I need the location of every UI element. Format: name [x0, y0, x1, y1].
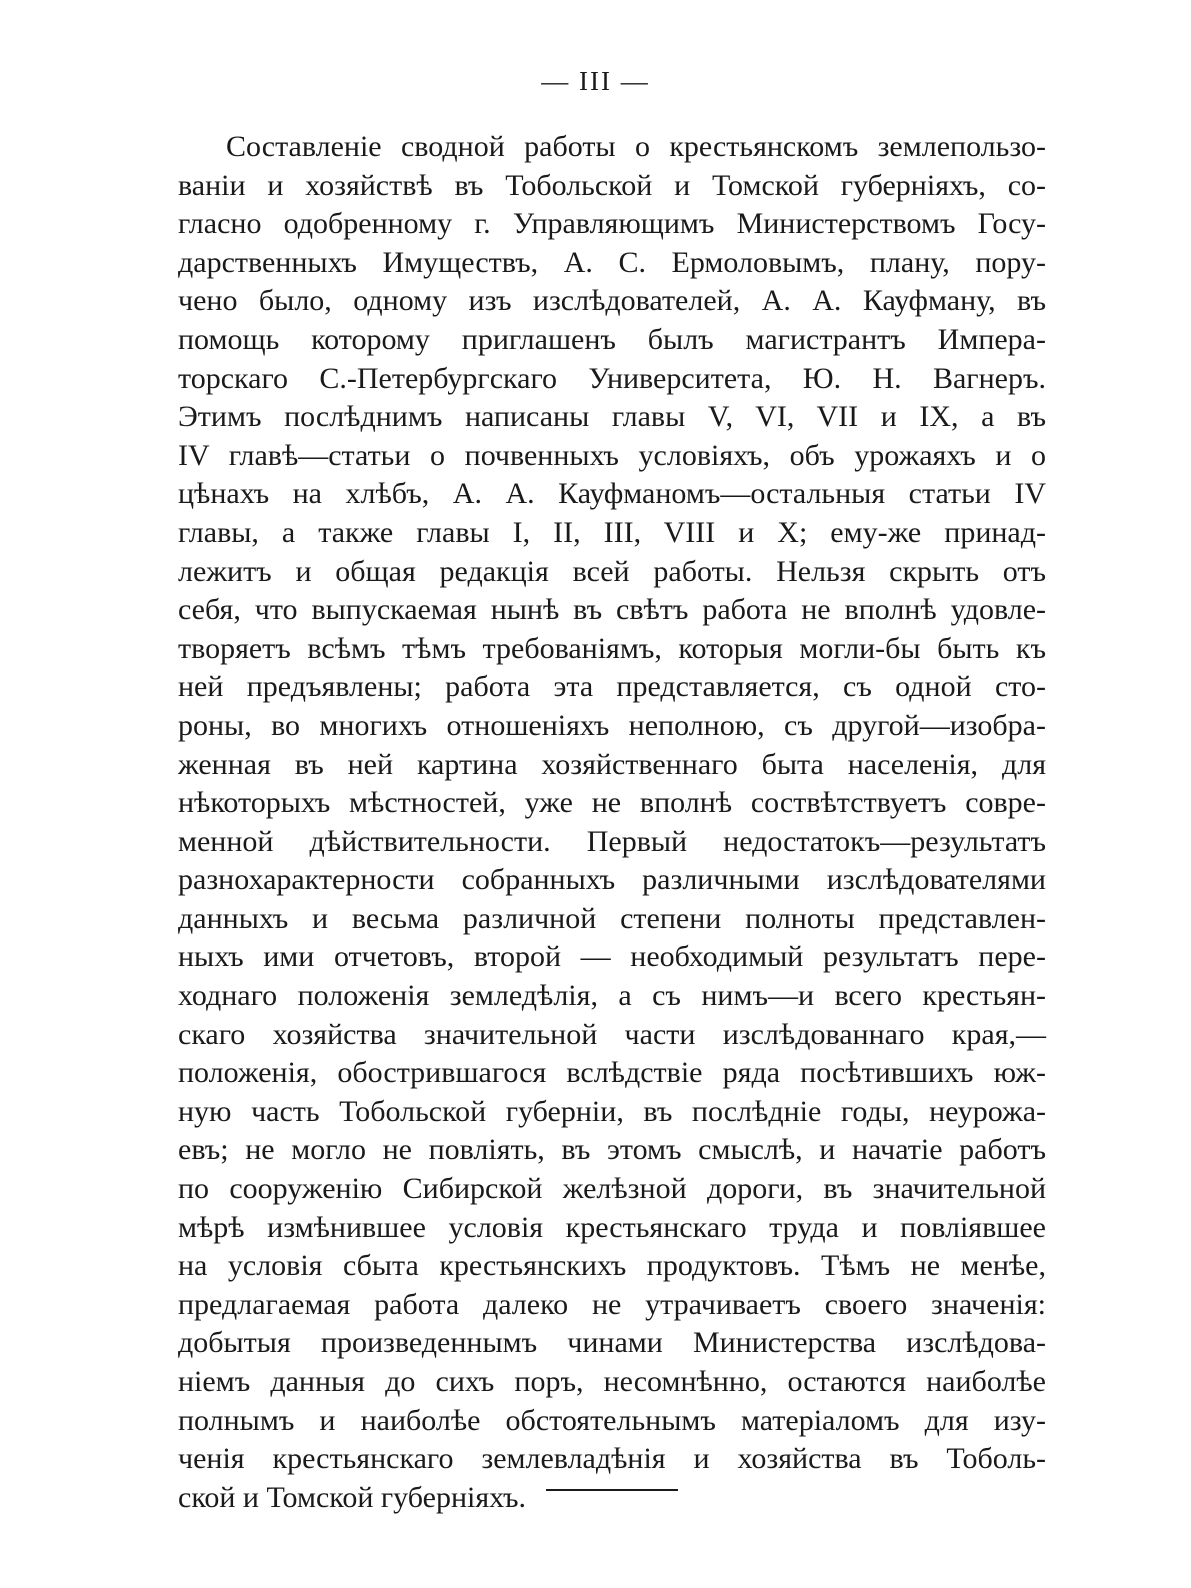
text-line: скаго хозяйства значительной части изслѣдованнаго края,—: [178, 1017, 1046, 1051]
text-line: цѣнахъ на хлѣбъ, А. А. Кауфманомъ—остальныя статьи IV: [178, 477, 1046, 511]
text-line: творяетъ всѣмъ тѣмъ требованіямъ, которыя могли-бы быть къ: [178, 631, 1046, 665]
text-line: евъ; не могло не повліять, въ этомъ смыслѣ, и начатіе работъ: [178, 1133, 1046, 1167]
text-line: данныхъ и весьма различной степени полноты представлен-: [178, 901, 1046, 935]
text-line: чено было, одному изъ изслѣдователей, А. А. Кауфману, въ: [178, 284, 1046, 318]
text-line: полнымъ и наиболѣе обстоятельнымъ матеріаломъ для изу-: [178, 1403, 1046, 1437]
text-line: добытыя произведеннымъ чинами Министерства изслѣдова-: [178, 1326, 1046, 1360]
text-line: торскаго С.-Петербургскаго Университета, Ю. Н. Вагнеръ.: [178, 361, 1046, 395]
text-line: дарственныхъ Имуществъ, А. С. Ермоловымъ, плану, пору-: [178, 245, 1046, 279]
text-line: ченія крестьянскаго землевладѣнія и хозяйства въ Тоболь-: [178, 1442, 1046, 1476]
page-number: — III —: [541, 66, 650, 96]
text-line: предлагаемая работа далеко не утрачиваетъ своего значенія:: [178, 1287, 1046, 1321]
text-line: IV главѣ—статьи о почвенныхъ условіяхъ, объ урожаяхъ и о: [178, 438, 1046, 472]
text-line: ней предъявлены; работа эта представляется, съ одной сто-: [178, 670, 1046, 704]
text-line: Этимъ послѣднимъ написаны главы V, VI, VII и IX, а въ: [178, 400, 1046, 434]
text-line: лежитъ и общая редакція всей работы. Нельзя скрыть отъ: [178, 554, 1046, 588]
text-line: себя, что выпускаемая нынѣ въ свѣтъ работа не вполнѣ удовле-: [178, 593, 1046, 627]
text-line: роны, во многихъ отношеніяхъ неполною, съ другой—изобра-: [178, 708, 1046, 742]
text-line: гласно одобренному г. Управляющимъ Министерствомъ Госу-: [178, 207, 1046, 241]
text-line: разнохарактерности собранныхъ различными изслѣдователями: [178, 863, 1046, 897]
text-line: менной дѣйствительности. Первый недостатокъ—результатъ: [178, 824, 1046, 858]
text-line: ную часть Тобольской губерніи, въ послѣдніе годы, неурожа-: [178, 1094, 1046, 1128]
text-line: помощь которому приглашенъ былъ магистрантъ Импера-: [178, 322, 1046, 356]
text-line: женная въ ней картина хозяйственнаго быта населенія, для: [178, 747, 1046, 781]
text-line: на условія сбыта крестьянскихъ продуктовъ. Тѣмъ не менѣе,: [178, 1249, 1046, 1283]
text-line: главы, а также главы I, II, III, VIII и X; ему-же принад-: [178, 515, 1046, 549]
text-line: Составленіе сводной работы о крестьянскомъ землепользо-: [226, 130, 1046, 163]
body-paragraph: [178, 128, 1046, 1517]
text-line: ской и Томской губерніяхъ.: [178, 1480, 527, 1514]
text-line: ваніи и хозяйствѣ въ Тобольской и Томской губерніяхъ, со-: [178, 168, 1046, 202]
text-line: положенія, обострившагося вслѣдствіе ряда посѣтившихъ юж-: [178, 1056, 1046, 1090]
text-line: ныхъ ими отчетовъ, второй — необходимый результатъ пере-: [178, 940, 1046, 974]
text-line: ніемъ данныя до сихъ поръ, несомнѣнно, остаются наиболѣе: [178, 1365, 1046, 1398]
text-line: ходнаго положенія земледѣлія, а съ нимъ—и всего крестьян-: [178, 979, 1046, 1013]
text-line: нѣкоторыхъ мѣстностей, уже не вполнѣ соствѣтствуетъ совре-: [178, 786, 1046, 820]
end-rule-divider: [546, 1489, 678, 1491]
text-line: мѣрѣ измѣнившее условія крестьянскаго труда и повліявшее: [178, 1210, 1046, 1244]
text-line: по сооруженію Сибирской желѣзной дороги, въ значительной: [178, 1172, 1046, 1206]
